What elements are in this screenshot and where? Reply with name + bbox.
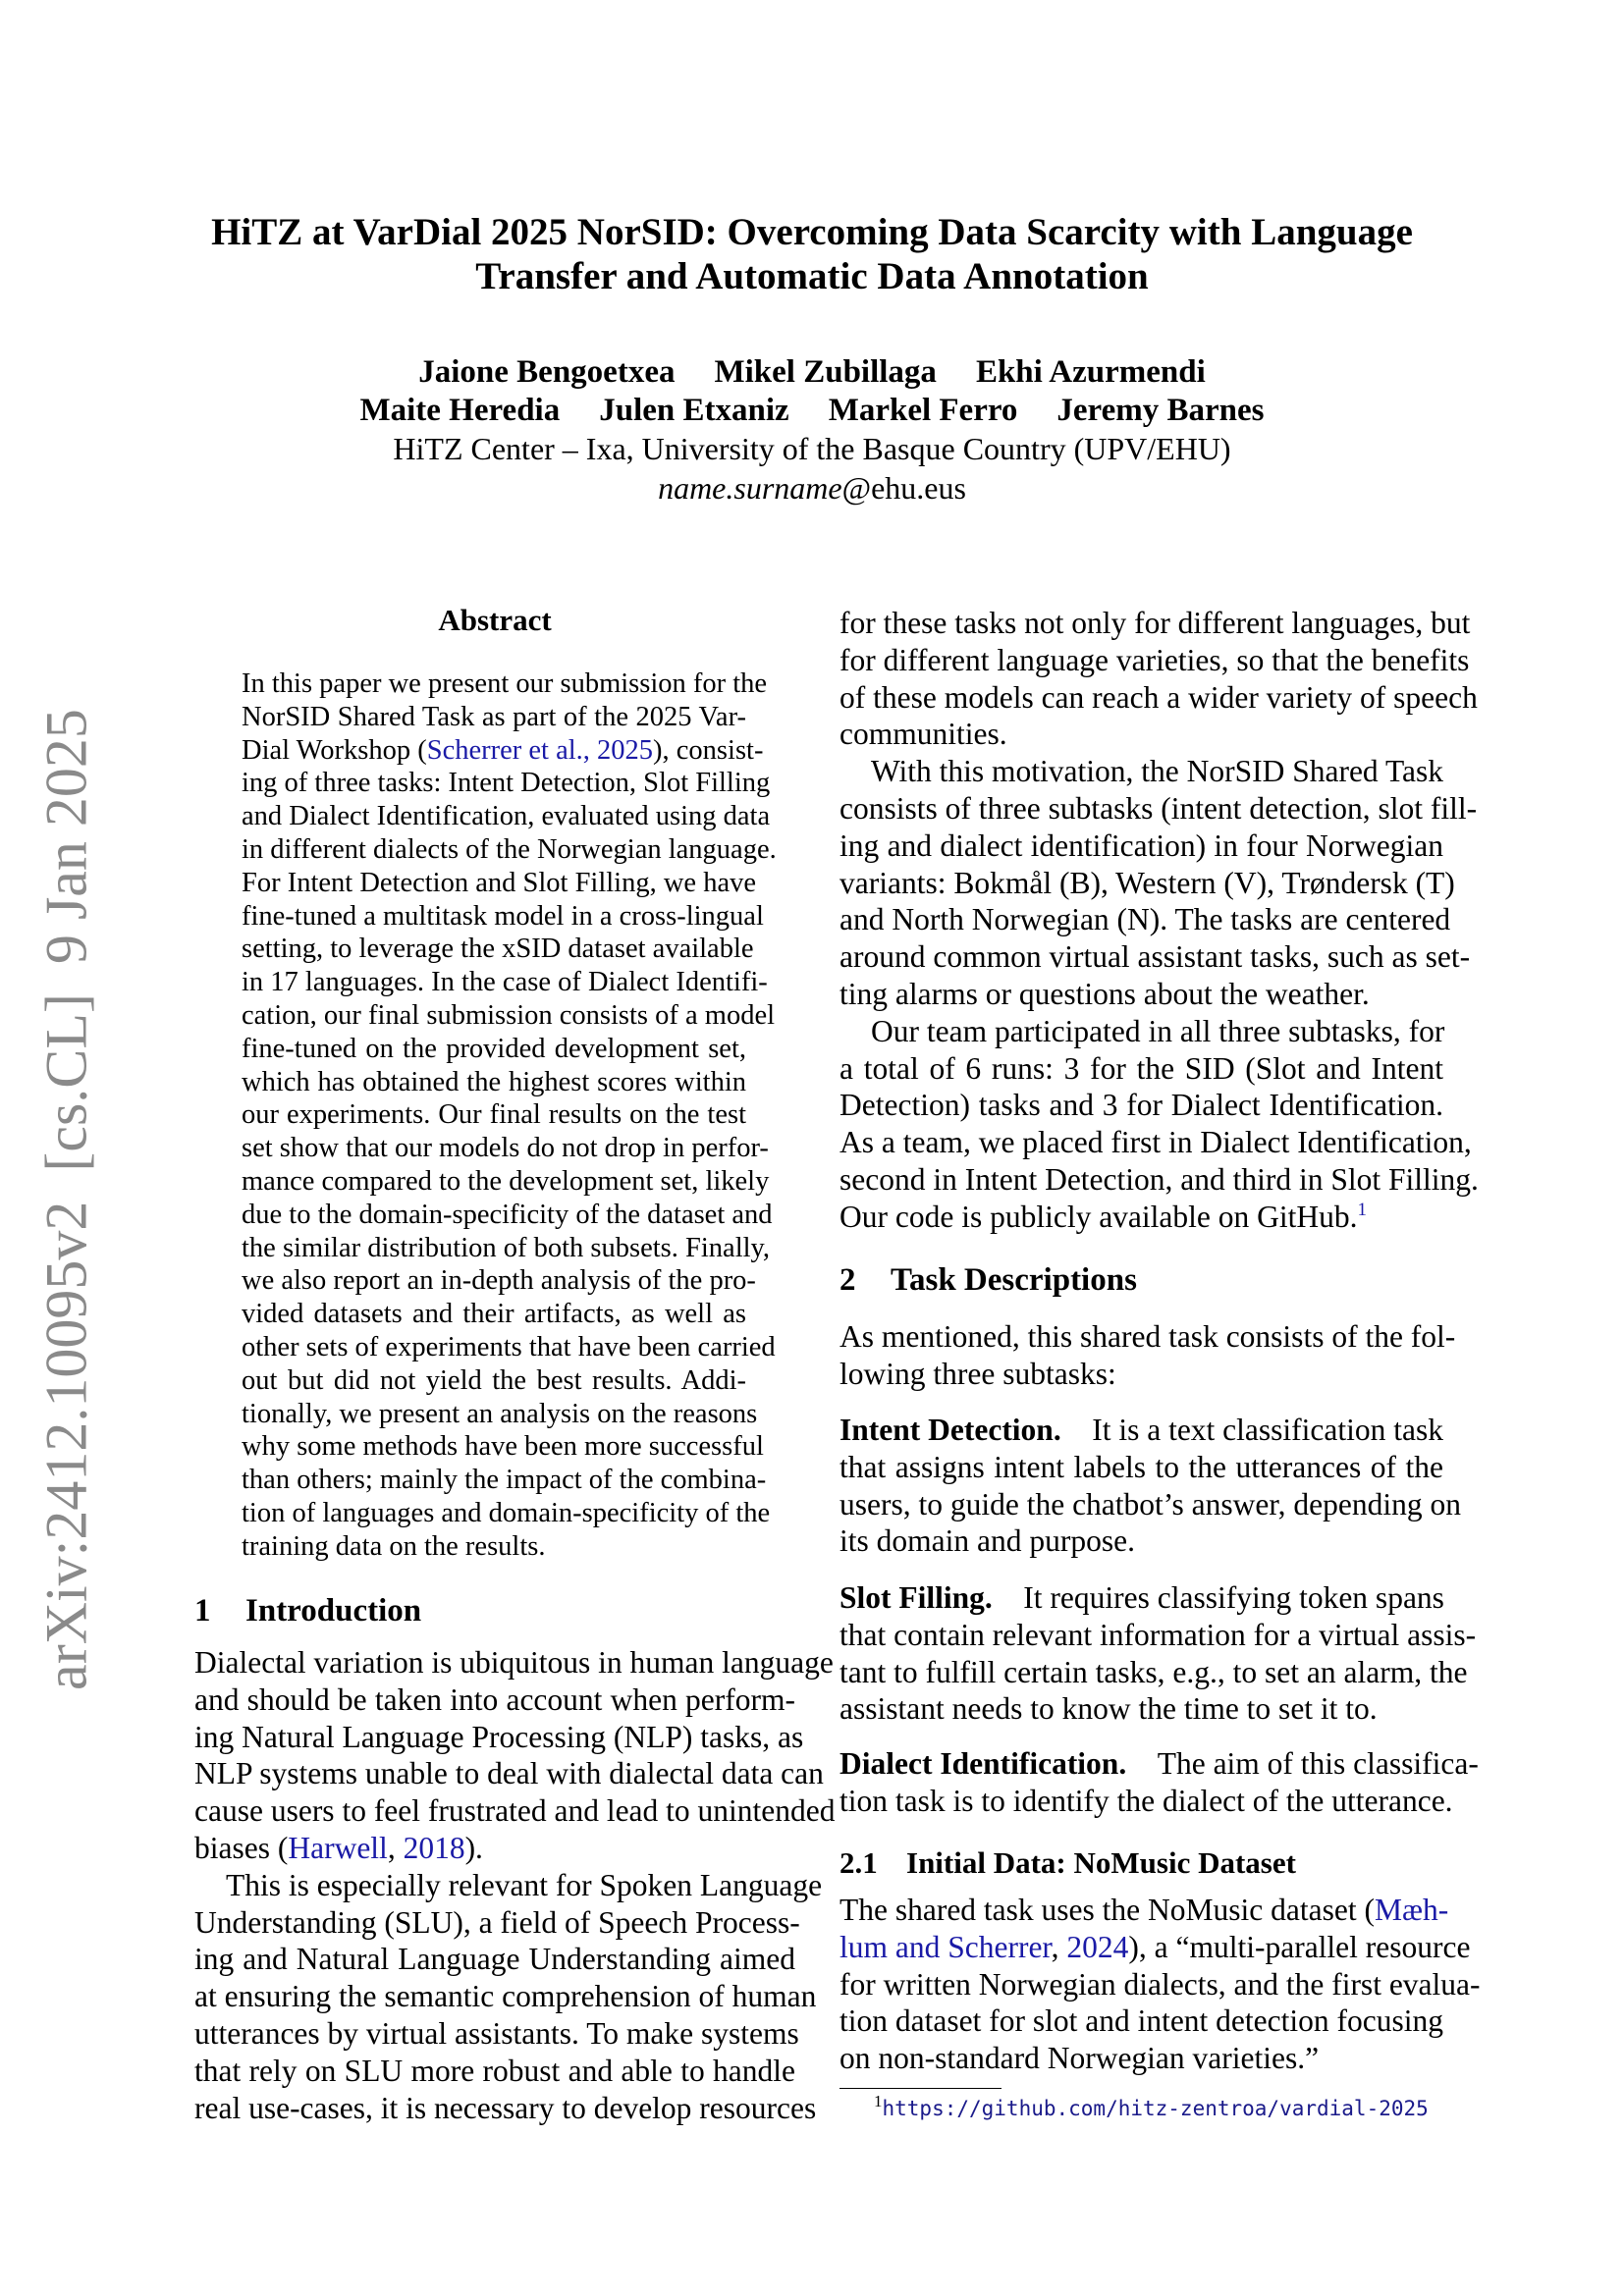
text-line — [839, 1892, 1449, 1929]
text-run: Our code is publicly available on GitHub. — [839, 1199, 1358, 1234]
text-line — [242, 1331, 776, 1364]
author: Julen Etxaniz — [599, 393, 789, 428]
text-line — [839, 865, 1455, 902]
text-run: at ensuring the semantic comprehension of human — [194, 1979, 817, 2014]
nomusic-dataset-text — [839, 1892, 1481, 2077]
text-line — [242, 1165, 770, 1199]
text-line — [839, 1929, 1471, 1966]
text-run: out but did not yield the best results. Addi- — [242, 1364, 746, 1396]
text-run: and Dialect Identification, evaluated using data — [242, 801, 771, 832]
title-line-2: Transfer and Automatic Data Annotation — [475, 255, 1149, 297]
text-line — [839, 901, 1451, 938]
text-run: NorSID Shared Task as part of the 2025 Var- — [242, 701, 746, 732]
text-run: Our team participated in all three subtasks, for — [871, 1013, 1445, 1048]
text-run: fine-tuned on the provided development set, — [242, 1033, 746, 1064]
section-number: 2 — [839, 1262, 856, 1298]
text-line — [839, 1412, 1443, 1449]
text-run: ting alarms or questions about the weather. — [839, 976, 1370, 1011]
subsection-number: 2.1 — [839, 1845, 878, 1880]
text-run: tion dataset for slot and intent detection focusing — [839, 2003, 1443, 2039]
citation-link[interactable]: 2024 — [1066, 1929, 1129, 1964]
text-line — [242, 966, 768, 999]
paragraph — [839, 605, 1478, 753]
text-line — [242, 867, 756, 900]
paragraph — [839, 1745, 1479, 1820]
text-line — [839, 753, 1443, 790]
author: Markel Ferro — [828, 393, 1018, 428]
text-run: on non-standard Norwegian varieties.” — [839, 2041, 1320, 2076]
text-run: In this paper we present our submission for the — [242, 668, 768, 699]
text-line — [839, 1654, 1468, 1691]
text-line — [242, 1464, 767, 1497]
text-run: The shared task uses the NoMusic dataset ( — [839, 1893, 1375, 1927]
text-run: cation, our final submission consists of a model — [242, 999, 776, 1031]
author: Jaione Bengoetxea — [418, 354, 676, 390]
text-line — [839, 1161, 1479, 1199]
text-line — [242, 1232, 771, 1265]
author: Jeremy Barnes — [1056, 393, 1265, 428]
text-run: we also report an in-depth analysis of the pro- — [242, 1265, 756, 1297]
text-run: utterances by virtual assistants. To make systems — [194, 2015, 799, 2051]
text-line — [242, 1298, 746, 1331]
text-run: As mentioned, this shared task consists of the fol- — [839, 1319, 1456, 1354]
text-line — [194, 2053, 795, 2090]
text-run: and should be taken into account when perform- — [194, 1682, 795, 1717]
email — [0, 468, 1624, 507]
text-line — [242, 833, 777, 867]
section-heading-task-descriptions — [839, 1258, 1137, 1302]
text-run: for different language varieties, so that the benefits — [839, 642, 1470, 677]
text-run: NLP systems unable to deal with dialectal data can — [194, 1756, 824, 1791]
text-run: our experiments. Our final results on the test — [242, 1099, 746, 1131]
text-line — [194, 2090, 817, 2127]
text-run: users, to guide the chatbot’s answer, depending on — [839, 1486, 1461, 1522]
text-run: that rely on SLU more robust and able to handle — [194, 2053, 795, 2088]
text-line — [242, 1430, 764, 1464]
text-run: in different dialects of the Norwegian language. — [242, 833, 777, 865]
text-line — [839, 1745, 1479, 1783]
paragraph — [839, 753, 1478, 1013]
paragraph — [194, 1644, 836, 1867]
text-run: for these tasks not only for different languages, but — [839, 606, 1471, 640]
text-run: set show that our models do not drop in perfor- — [242, 1133, 769, 1164]
text-run: ing Natural Language Processing (NLP) tasks, as — [194, 1719, 804, 1754]
text-line — [839, 679, 1478, 717]
text-line — [839, 1579, 1443, 1617]
title-line-1: HiTZ at VarDial 2025 NorSID: Overcoming Data Scarcity with Language — [211, 211, 1413, 253]
text-run: its domain and purpose. — [839, 1523, 1135, 1559]
citation-link[interactable]: lum and Scherrer — [839, 1929, 1052, 1964]
paragraph — [839, 1579, 1477, 1728]
section-number: 1 — [194, 1593, 211, 1629]
text-line — [839, 790, 1478, 828]
text-run: other sets of experiments that have been carried — [242, 1331, 776, 1362]
right-column-continuation — [839, 605, 1479, 1236]
text-line — [194, 1792, 836, 1830]
section-title: Task Descriptions — [891, 1262, 1137, 1298]
text-run: why some methods have been more successful — [242, 1431, 764, 1463]
email-domain: @ehu.eus — [841, 470, 966, 506]
text-line — [194, 2015, 799, 2053]
paragraph — [242, 667, 777, 1564]
text-run: This is especially relevant for Spoken Language — [226, 1867, 823, 1902]
text-run: biases ( — [194, 1830, 289, 1865]
footnote-github-link[interactable]: https://github.com/hitz-zentroa/vardial-2025 — [882, 2097, 1429, 2120]
text-run: for written Norwegian dialects, and the first evalua- — [839, 1966, 1481, 2002]
text-run: lowing three subtasks: — [839, 1356, 1116, 1391]
task-descriptions-intro — [839, 1318, 1456, 1393]
text-line — [242, 1530, 746, 1564]
text-run: the similar distribution of both subsets. Finally, — [242, 1232, 771, 1263]
run-in-heading: Intent Detection. — [839, 1413, 1061, 1447]
text-run: vided datasets and their artifacts, as well as — [242, 1299, 746, 1330]
text-run: training data on the results. — [242, 1530, 546, 1562]
task-slot-filling — [839, 1579, 1477, 1728]
run-in-heading: Dialect Identification. — [839, 1746, 1127, 1781]
text-line — [242, 1033, 746, 1066]
text-run: and North Norwegian (N). The tasks are centered — [839, 902, 1451, 937]
text-line — [839, 1522, 1443, 1560]
section-title: Introduction — [245, 1593, 422, 1629]
text-line — [242, 1199, 773, 1232]
text-run: ing and Natural Language Understanding aimed — [194, 1942, 795, 1977]
text-run: ). — [464, 1830, 483, 1865]
text-line — [839, 976, 1443, 1013]
text-line — [242, 1132, 769, 1165]
text-line — [839, 828, 1443, 865]
text-run: a total of 6 runs: 3 for the SID (Slot and Intent — [839, 1050, 1443, 1086]
text-line — [242, 900, 764, 934]
paragraph — [839, 1318, 1456, 1393]
author: Maite Heredia — [359, 393, 561, 428]
run-in-heading: Slot Filling. — [839, 1580, 993, 1615]
subsection-heading-initial-data — [839, 1843, 1296, 1883]
text-line — [839, 1124, 1472, 1161]
section-heading-introduction — [194, 1583, 795, 1638]
text-line — [242, 999, 776, 1033]
authors-row-1 — [0, 353, 1624, 392]
citation-link[interactable]: 2018 — [403, 1830, 465, 1865]
text-line — [839, 2040, 1443, 2077]
paragraph — [839, 1412, 1461, 1560]
text-line — [839, 1013, 1443, 1050]
text-run: Dialectal variation is ubiquitous in human language — [194, 1645, 834, 1680]
text-run: of these models can reach a wider variety of speech — [839, 679, 1478, 715]
text-line — [839, 642, 1470, 679]
text-run: than others; mainly the impact of the combina- — [242, 1465, 767, 1496]
task-intent-detection — [839, 1412, 1461, 1560]
text-line — [839, 1966, 1481, 2003]
text-line — [839, 1617, 1477, 1654]
author: Ekhi Azurmendi — [975, 354, 1206, 390]
text-line — [194, 1755, 824, 1792]
text-line — [194, 1941, 795, 1978]
text-run: Detection) tasks and 3 for Dialect Identification. — [839, 1088, 1443, 1123]
text-run: tant to fulfill certain tasks, e.g., to set an alarm, the — [839, 1654, 1468, 1689]
text-line — [242, 1398, 758, 1431]
text-run: around common virtual assistant tasks, such as set- — [839, 939, 1471, 975]
text-line — [242, 767, 771, 800]
text-line — [839, 1783, 1453, 1820]
text-run: With this motivation, the NorSID Shared Task — [871, 754, 1444, 789]
text-run: It is a text classification task — [1060, 1413, 1443, 1447]
text-line — [839, 1087, 1443, 1124]
text-line — [839, 2002, 1443, 2040]
text-line — [194, 1867, 823, 1904]
text-line — [242, 800, 771, 833]
text-run: Dial Workshop ( — [242, 734, 427, 766]
text-run: ), consist- — [653, 734, 764, 766]
text-run: that assigns intent labels to the utterances of the — [839, 1449, 1443, 1484]
text-line — [194, 1830, 795, 1867]
paragraph — [839, 1892, 1481, 2077]
author: Mikel Zubillaga — [714, 354, 937, 390]
text-line — [839, 1318, 1456, 1356]
text-line — [839, 1199, 1443, 1236]
text-line — [242, 1098, 746, 1132]
introduction-section — [194, 1593, 836, 2126]
text-run: due to the domain-specificity of the dataset and — [242, 1199, 773, 1230]
text-line — [839, 605, 1471, 642]
text-line — [194, 1978, 817, 2015]
text-line — [839, 716, 1443, 753]
text-run: As a team, we placed first in Dialect Identification, — [839, 1125, 1472, 1160]
text-run: real use-cases, it is necessary to develop resources — [194, 2090, 817, 2125]
text-line — [839, 1690, 1443, 1728]
text-run: ing and dialect identification) in four Norwegian — [839, 828, 1443, 863]
footnote-ref-link[interactable]: 1 — [1357, 1199, 1368, 1220]
text-run: tionally, we present an analysis on the reasons — [242, 1398, 758, 1429]
text-run: in 17 languages. In the case of Dialect Identifi- — [242, 967, 768, 998]
text-line — [242, 933, 754, 966]
arxiv-stamp: arXiv:2412.10095v2 [cs.CL] 9 Jan 2025 — [33, 709, 99, 1690]
text-line — [242, 1497, 771, 1530]
abstract-text — [242, 667, 777, 1564]
text-line — [839, 1356, 1443, 1393]
text-run: Understanding (SLU), a field of Speech Process- — [194, 1904, 800, 1940]
text-run: mance compared to the development set, likely — [242, 1165, 770, 1197]
footnote-mark: 1 — [874, 2092, 883, 2110]
text-line — [194, 1644, 834, 1682]
text-run: consists of three subtasks (intent detection, slot fill- — [839, 790, 1478, 826]
citation-link[interactable]: Scherrer et al., 2025 — [426, 734, 654, 766]
footnote-rule — [839, 2088, 1001, 2089]
text-run: cause users to feel frustrated and lead to unintended — [194, 1793, 836, 1829]
abstract-heading: Abstract — [438, 603, 552, 637]
text-line — [839, 1050, 1443, 1088]
citation-link[interactable]: Harwell — [288, 1830, 388, 1865]
authors-row-2 — [0, 392, 1624, 430]
paper-title — [0, 210, 1624, 298]
text-run: , — [1051, 1929, 1067, 1964]
text-line — [242, 734, 764, 768]
text-run: that contain relevant information for a virtual assis- — [839, 1617, 1477, 1652]
text-line — [194, 1682, 795, 1719]
text-line — [242, 667, 768, 701]
text-run: assistant needs to know the time to set it to. — [839, 1691, 1378, 1727]
text-run: tion task is to identify the dialect of the utterance. — [839, 1783, 1453, 1818]
text-line — [839, 1449, 1443, 1486]
text-line — [242, 1264, 756, 1298]
footnote — [874, 2092, 1429, 2120]
subsection-title: Initial Data: NoMusic Dataset — [906, 1845, 1296, 1880]
text-run: ), a “multi-parallel resource — [1128, 1929, 1471, 1964]
text-run: ing of three tasks: Intent Detection, Slot Filling — [242, 768, 771, 799]
text-run: For Intent Detection and Slot Filling, we have — [242, 867, 756, 898]
introduction-body — [194, 1644, 836, 2126]
text-run: communities. — [839, 717, 1007, 752]
citation-link[interactable]: Mæh- — [1374, 1893, 1449, 1927]
text-run: , — [387, 1830, 404, 1865]
text-line — [242, 701, 746, 734]
text-run: setting, to leverage the xSID dataset available — [242, 934, 754, 965]
text-run: which has obtained the highest scores within — [242, 1066, 746, 1097]
paragraph — [194, 1867, 823, 2127]
task-dialect-identification — [839, 1745, 1479, 1820]
text-run: fine-tuned a multitask model in a cross-lingual — [242, 900, 764, 932]
paragraph — [839, 1013, 1479, 1236]
text-line — [194, 1904, 800, 1942]
affiliation-block — [0, 429, 1624, 507]
email-user: name.surname — [658, 470, 842, 506]
text-line — [194, 1719, 804, 1756]
text-run: It requires classifying token spans — [992, 1580, 1444, 1615]
text-line — [242, 1364, 746, 1398]
text-run: second in Intent Detection, and third in Slot Filling. — [839, 1161, 1479, 1197]
text-line — [839, 938, 1471, 976]
author-list — [0, 353, 1624, 430]
text-run: tion of languages and domain-specificity of the — [242, 1497, 771, 1528]
text-run: The aim of this classifica- — [1126, 1746, 1479, 1781]
text-line — [839, 1486, 1461, 1523]
text-run: variants: Bokmål (B), Western (V), Trøndersk (T) — [839, 865, 1455, 900]
affiliation: HiTZ Center – Ixa, University of the Basque Country (UPV/EHU) — [393, 431, 1231, 466]
text-line — [242, 1066, 746, 1099]
